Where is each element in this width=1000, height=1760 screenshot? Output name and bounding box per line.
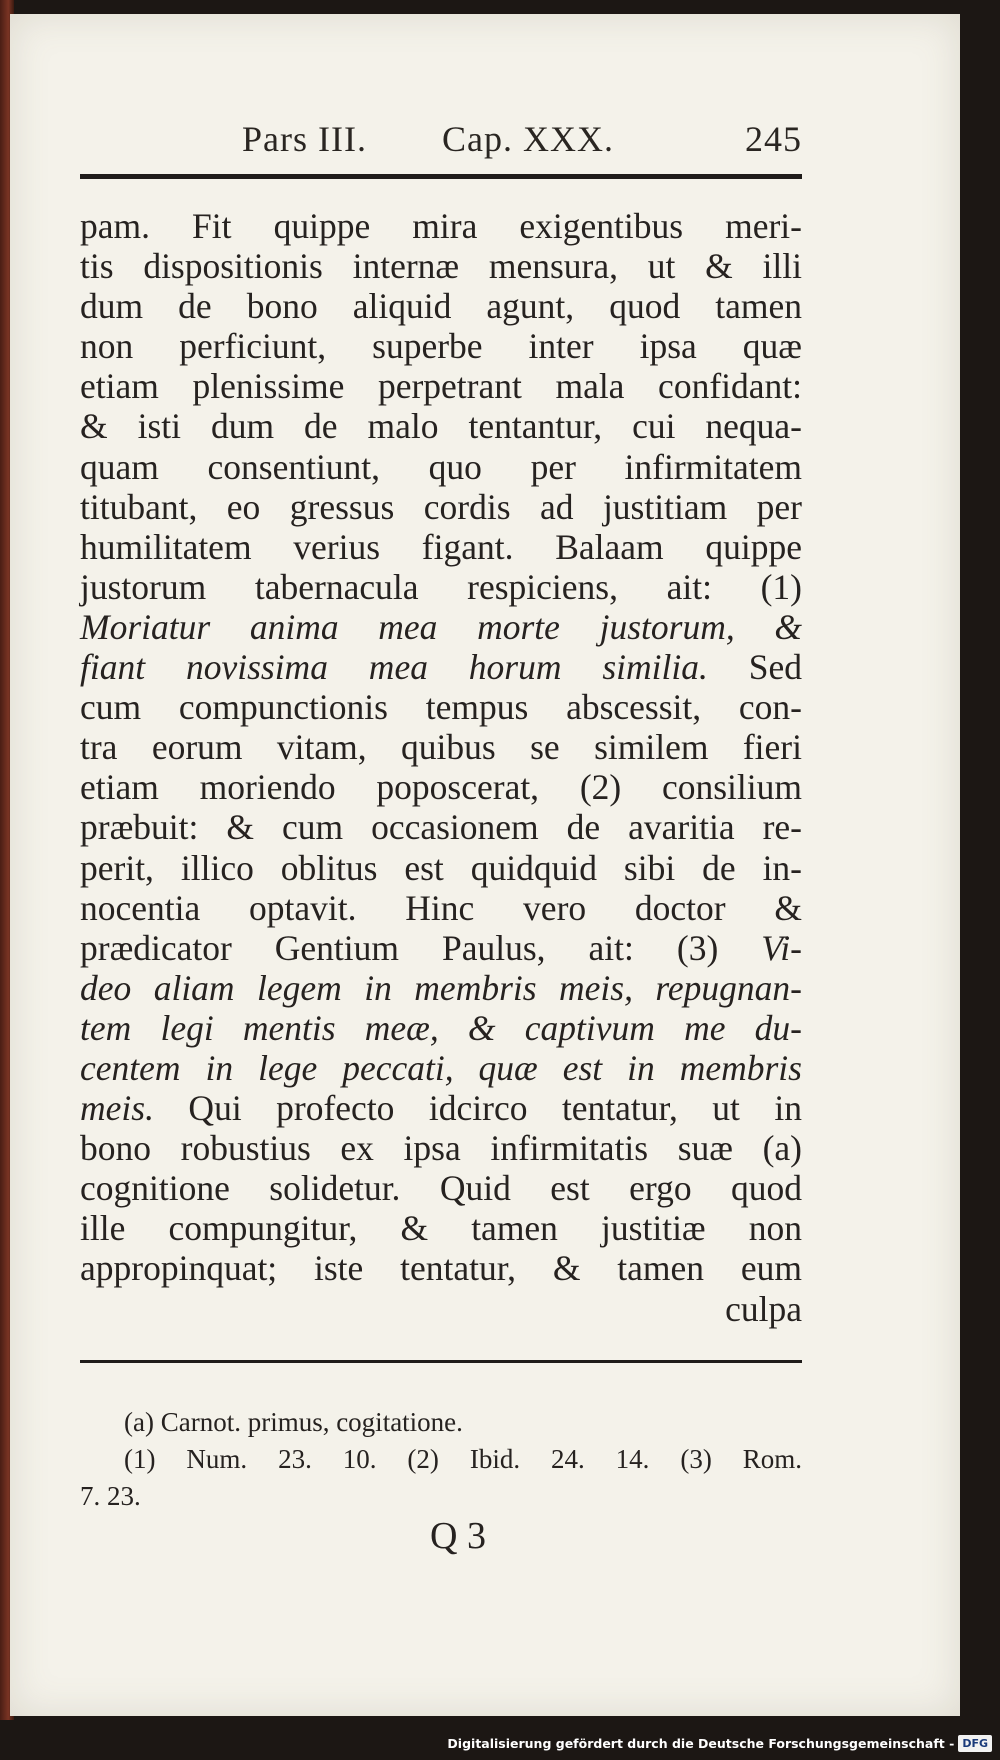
text-line-mixed: fiant novissima mea horum similia. Sed xyxy=(80,647,802,688)
footnote-refs: (1) Num. 23. 10. (2) Ibid. 24. 14. (3) Rom. xyxy=(124,1444,802,1474)
text-line: titubant, eo gressus cordis ad justitiam per xyxy=(80,486,802,527)
footnotes xyxy=(80,1404,802,1515)
quote-fragment: fiant novissima mea horum similia. xyxy=(80,647,708,688)
text-line: præbuit: & cum occasionem de avaritia re- xyxy=(80,807,802,848)
text-line: ille compungitur, & tamen justitiæ non xyxy=(80,1208,802,1249)
text-line-italic: tem legi mentis meæ, & captivum me du- xyxy=(80,1007,802,1048)
text-line-mixed: meis. Qui profecto idcirco tentatur, ut in xyxy=(80,1088,802,1129)
text-line: etiam plenissime perpetrant mala confidant: xyxy=(80,366,802,407)
text-line: pam. Fit quippe mira exigentibus meri- xyxy=(80,206,802,246)
header-rule xyxy=(80,174,802,179)
credit-text: Digitalisierung gefördert durch die Deutsche Forschungsgemeinschaft - xyxy=(447,1735,955,1751)
footnote-refs-cont: 7. 23. xyxy=(80,1481,141,1511)
footnote-rule xyxy=(80,1360,802,1363)
text-line-italic: Moriatur anima mea morte justorum, & xyxy=(80,606,802,647)
text-line: tra eorum vitam, quibus se similem fieri xyxy=(80,727,802,768)
text-line: dum de bono aliquid agunt, quod tamen xyxy=(80,286,802,327)
quote-fragment: meis. xyxy=(80,1088,154,1129)
text-line-italic: centem in lege peccati, quæ est in membris xyxy=(80,1047,802,1088)
text-line: etiam moriendo poposcerat, (2) consilium xyxy=(80,767,802,808)
text-line: cum compunctionis tempus abscessit, con- xyxy=(80,687,802,728)
text-line: tis dispositionis internæ mensura, ut & illi xyxy=(80,246,802,287)
text-line: quam consentiunt, quo per infirmitatem xyxy=(80,446,802,487)
text-line: non perficiunt, superbe inter ipsa quæ xyxy=(80,326,802,367)
text-line: bono robustius ex ipsa infirmitatis suæ (a) xyxy=(80,1128,802,1169)
digitization-credit xyxy=(447,1730,992,1756)
page-number: 245 xyxy=(745,119,802,159)
body-text xyxy=(80,206,802,1329)
text-line: cognitione solidetur. Quid est ergo quod xyxy=(80,1168,802,1209)
catchword: culpa xyxy=(725,1288,802,1329)
text-line: justorum tabernacula respiciens, ait: (1) xyxy=(80,566,802,607)
dfg-logo: DFG xyxy=(958,1735,992,1752)
header-pars: Pars III. xyxy=(242,119,367,159)
text-line-mixed: prædicator Gentium Paulus, ait: (3) Vi- xyxy=(80,927,802,968)
text-line: nocentia optavit. Hinc vero doctor & xyxy=(80,887,802,928)
footnote-a: (a) Carnot. primus, cogitatione. xyxy=(124,1407,463,1437)
text-line-italic: deo aliam legem in membris meis, repugnan- xyxy=(80,967,802,1008)
book-page xyxy=(10,14,960,1716)
text-line: & isti dum de malo tentantur, cui nequa- xyxy=(80,406,802,447)
text-line: perit, illico oblitus est quidquid sibi de in- xyxy=(80,847,802,888)
text-line: appropinquat; iste tentatur, & tamen eum xyxy=(80,1248,802,1289)
quote-fragment: Vi- xyxy=(761,927,802,968)
header-chapter: Cap. XXX. xyxy=(442,119,614,159)
signature-mark: Q 3 xyxy=(430,1515,486,1557)
running-header xyxy=(242,118,802,172)
text-line: humilitatem verius figant. Balaam quippe xyxy=(80,526,802,567)
